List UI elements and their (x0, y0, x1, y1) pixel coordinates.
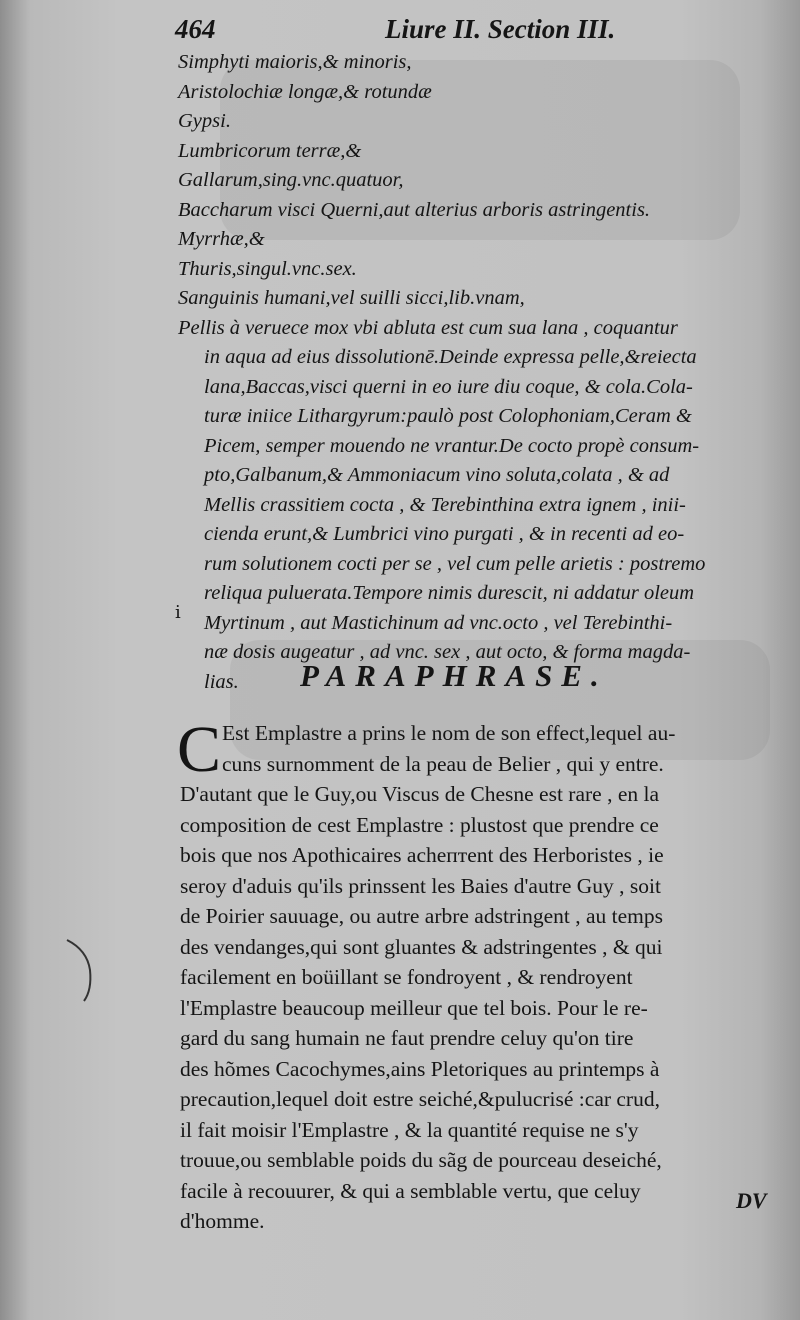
instruction-line: lana,Baccas,visci querni in eo iure diu coque, & cola.Cola- (204, 375, 693, 398)
drop-cap: C (177, 713, 222, 786)
body-line: cuns surnomment de la peau de Belier , qui y entre. (222, 751, 664, 776)
section-title: PARAPHRASE. (300, 658, 608, 693)
paraphrase-body (177, 713, 780, 1237)
recipe-block (178, 48, 778, 697)
instruction-line: Mellis crassitiem cocta , & Terebinthina extra ignem , inii- (204, 493, 686, 516)
ingredient-line: Lumbricorum terræ,& (178, 139, 362, 162)
body-line: facilement en boüillant se fondroyent , & rendroyent (180, 965, 633, 989)
margin-mark: i (175, 602, 181, 623)
ingredient-line: Baccharum visci Querni,aut alterius arboris astringentis. (178, 198, 651, 221)
page-header (175, 14, 645, 46)
instruction-line: turæ iniice Lithargyrum:paulò post Colophoniam,Ceram & (204, 405, 692, 427)
running-head: Liure II. Section III. (385, 14, 616, 44)
body-line: d'homme. (180, 1209, 265, 1233)
instruction-line: Picem, semper mouendo ne vrantur.De cocto propè consum- (204, 434, 700, 457)
instruction-line: pto,Galbanum,& Ammoniacum vino soluta,colata , & ad (204, 464, 670, 486)
instruction-line: in aqua ad eius dissolutionē.Deinde expressa pelle,&reiecta (204, 346, 697, 368)
ingredient-line: Simphyti maioris,& minoris, (178, 51, 412, 73)
ingredient-line: Aristolochiæ longæ,& rotundæ (178, 80, 432, 103)
body-line: facile à recouurer, & qui a semblable vertu, que celuy (180, 1178, 641, 1203)
body-line: seroy d'aduis qu'ils prinssent les Baies d'autre Guy , soit (180, 873, 661, 898)
body-line: composition de cest Emplastre : plustost que prendre ce (180, 812, 659, 837)
instruction-line: næ dosis augeatur , ad vnc. sex , aut octo, & forma magda- (204, 641, 691, 663)
instruction-line: lias. (204, 670, 239, 693)
ingredient-line: Sanguinis humani,vel suilli sicci,lib.vnam, (178, 287, 525, 309)
body-line: gard du sang humain ne faut prendre celuy qu'on tire (180, 1026, 634, 1050)
body-line: Est Emplastre a prins le nom de son effect,lequel au- (222, 721, 676, 745)
ingredient-line: Gallarum,sing.vnc.quatuor, (178, 169, 404, 191)
instruction-line: Myrtinum , aut Mastichinum ad vnc.octo , vel Terebinthi- (204, 611, 673, 634)
ingredient-line: Gypsi. (178, 110, 231, 132)
margin-bracket-mark (62, 935, 102, 1005)
body-line: il fait moisir l'Emplastre , & la quantité requise ne s'y (180, 1117, 639, 1142)
instruction-line: reliqua puluerata.Tempore nimis durescit, ni addatur oleum (204, 582, 695, 604)
body-line: des vendanges,qui sont gluantes & adstringentes , & qui (180, 934, 663, 959)
body-line: precaution,lequel doit estre seiché,&pulucrisé :car crud, (180, 1087, 660, 1111)
instruction-line: rum solutionem cocti per se , vel cum pelle arietis : postremo (204, 552, 706, 575)
catchword: DV (736, 1188, 767, 1213)
ingredient-line: Thuris,singul.vnc.sex. (178, 257, 357, 280)
body-line: de Poirier sauuage, ou autre arbre adstringent , au temps (180, 904, 663, 928)
body-line: bois que nos Apothicaires achептent des Herboristes , ie (180, 843, 664, 867)
body-line: D'autant que le Guy,ou Viscus de Chesne est rare , en la (180, 782, 660, 806)
body-line: l'Emplastre beaucoup meilleur que tel bois. Pour le re- (180, 995, 648, 1020)
instruction-line: cienda erunt,& Lumbrici vino purgati , & in recenti ad eo- (204, 523, 685, 545)
instruction-first-line: Pellis à veruece mox vbi abluta est cum sua lana , coquantur (178, 316, 678, 339)
ingredient-line: Myrrhæ,& (178, 228, 265, 250)
body-line: des hõmes Cacochymes,ains Pletoriques au printemps à (180, 1056, 660, 1081)
page-number: 464 (175, 14, 216, 44)
body-line: trouue,ou semblable poids du sãg de pourceau deseiché, (180, 1148, 662, 1172)
